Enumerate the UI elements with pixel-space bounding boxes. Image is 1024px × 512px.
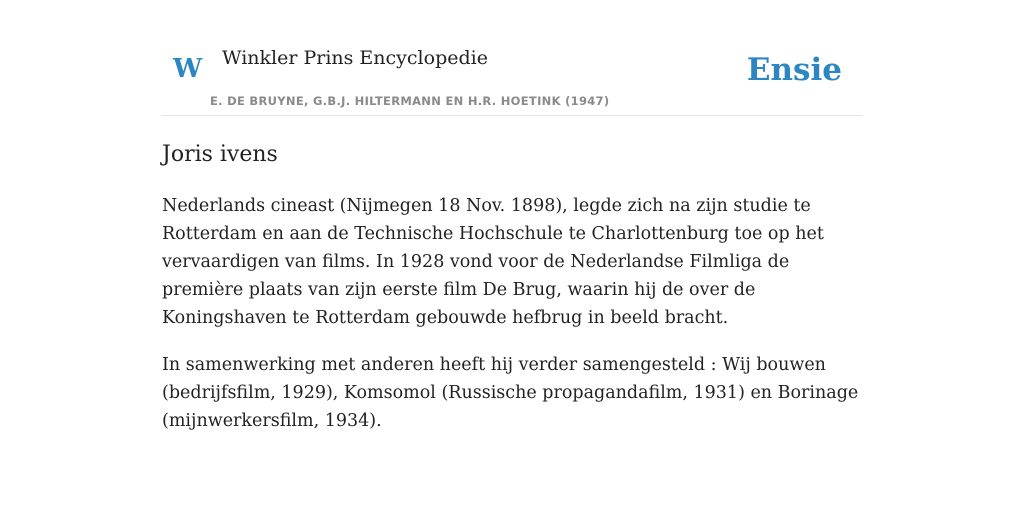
page-header [162,0,862,116]
book-authors: E. DE BRUYNE, G.B.J. HILTERMANN EN H.R. HOETINK (1947) [210,94,610,108]
ensie-logo-link[interactable]: Ensie [746,52,842,88]
book-title[interactable]: Winkler Prins Encyclopedie [222,47,488,69]
entry-title: Joris ivens [162,142,278,167]
entry-paragraph: In samenwerking met anderen heeft hij verder samengesteld : Wij bouwen (bedrijfsfilm, 1929), Komsomol (Russische propagandafilm, 1931) en Borinage (mijnwerkersfilm, 1934). [162,355,859,431]
entry-card [162,0,862,512]
entry-paragraph: Nederlands cineast (Nijmegen 18 Nov. 1898), legde zich na zijn studie te Rotterdam en aan de Technische Hochschule te Charlottenburg toe op het vervaardigen van films. In 1928 vond voor de Nederlandse Filmliga de première plaats van zijn eerste film De Brug, waarin hij de over de Koningshaven te Rotterdam gebouwde hefbrug in beeld bracht. [162,196,824,328]
entry-body [162,192,862,454]
winkler-prins-logo[interactable]: W [173,54,203,84]
